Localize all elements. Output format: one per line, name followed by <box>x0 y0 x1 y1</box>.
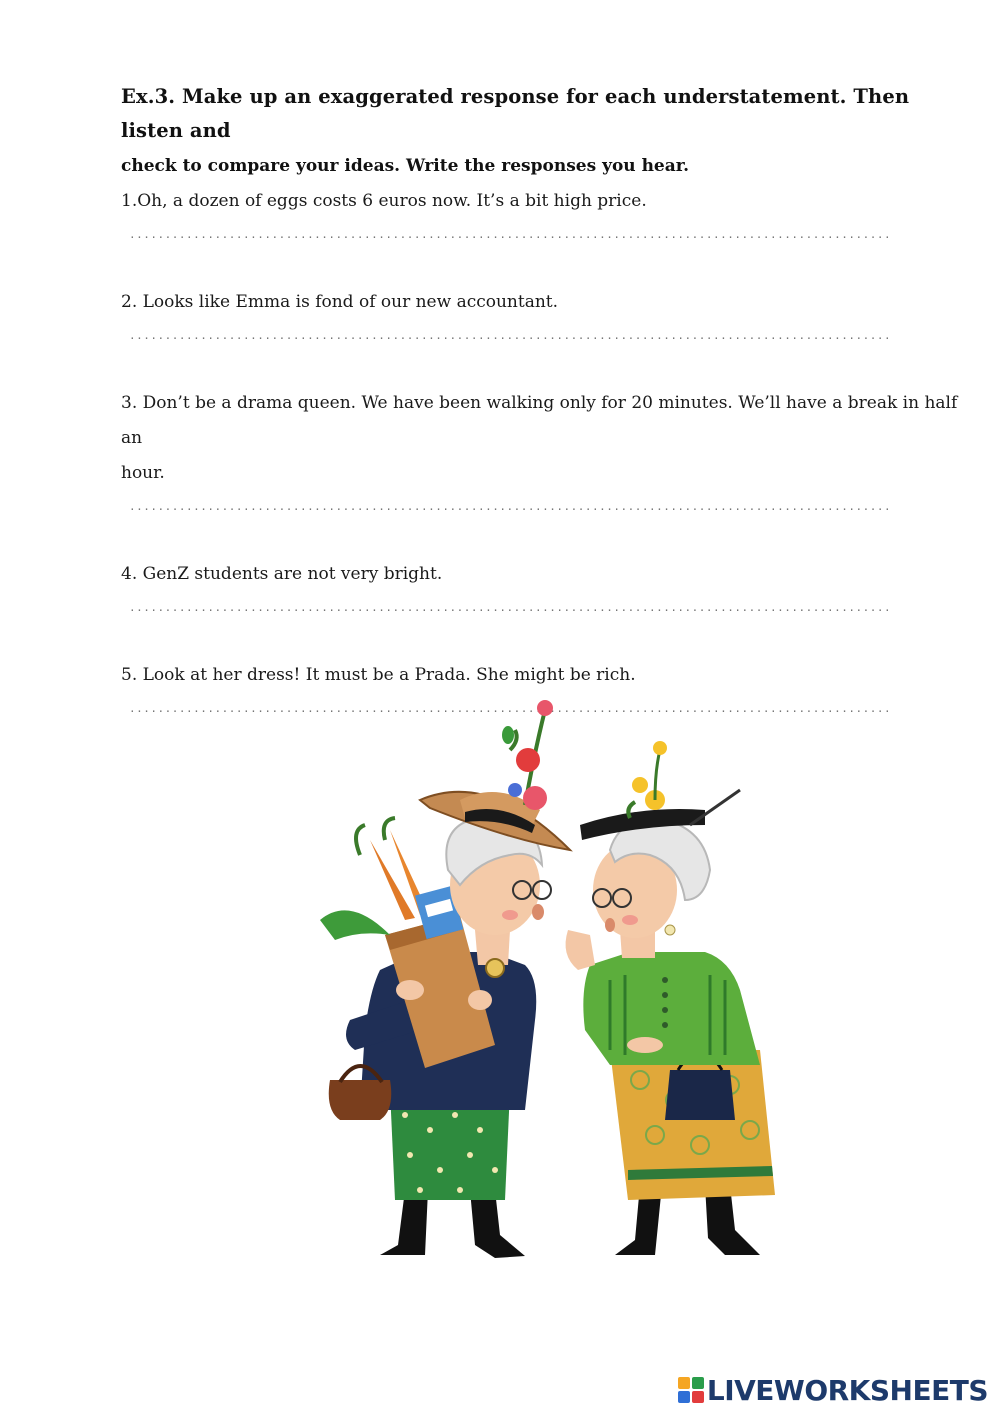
gossiping-ladies-illustration <box>310 690 780 1270</box>
left-lady <box>320 700 570 1258</box>
liveworksheets-logo <box>678 1372 988 1408</box>
worksheet <box>121 80 971 723</box>
logo-text: LIVEWORKSHEETS <box>706 1373 988 1407</box>
question-text: 5. Look at her dress! It must be a Prada. She might be rich. <box>121 665 636 685</box>
exercise-title: Ex.3. Make up an exaggerated response for each understatement. Then listen and <box>121 85 910 142</box>
question-text-line1: 3. Don’t be a drama queen. We have been walking only for 20 minutes. We’ll have a break in half an <box>121 393 958 448</box>
question-text: 1.Oh, a dozen of eggs costs 6 euros now. It’s a bit high price. <box>121 191 647 211</box>
question-text-line2: hour. <box>121 463 165 483</box>
question-1 <box>121 184 971 249</box>
logo-grid-icon <box>678 1377 704 1403</box>
answer-field-2[interactable] <box>129 320 889 350</box>
question-text: 4. GenZ students are not very bright. <box>121 564 443 584</box>
answer-field-4[interactable] <box>129 592 889 622</box>
answer-field-3[interactable] <box>129 491 889 521</box>
question-text: 2. Looks like Emma is fond of our new accountant. <box>121 292 559 312</box>
question-2 <box>121 285 971 350</box>
right-lady <box>566 741 775 1255</box>
exercise-instructions: check to compare your ideas. Write the responses you hear. <box>121 156 690 176</box>
answer-field-1[interactable] <box>129 219 889 249</box>
question-3 <box>121 386 971 521</box>
question-4 <box>121 557 971 622</box>
